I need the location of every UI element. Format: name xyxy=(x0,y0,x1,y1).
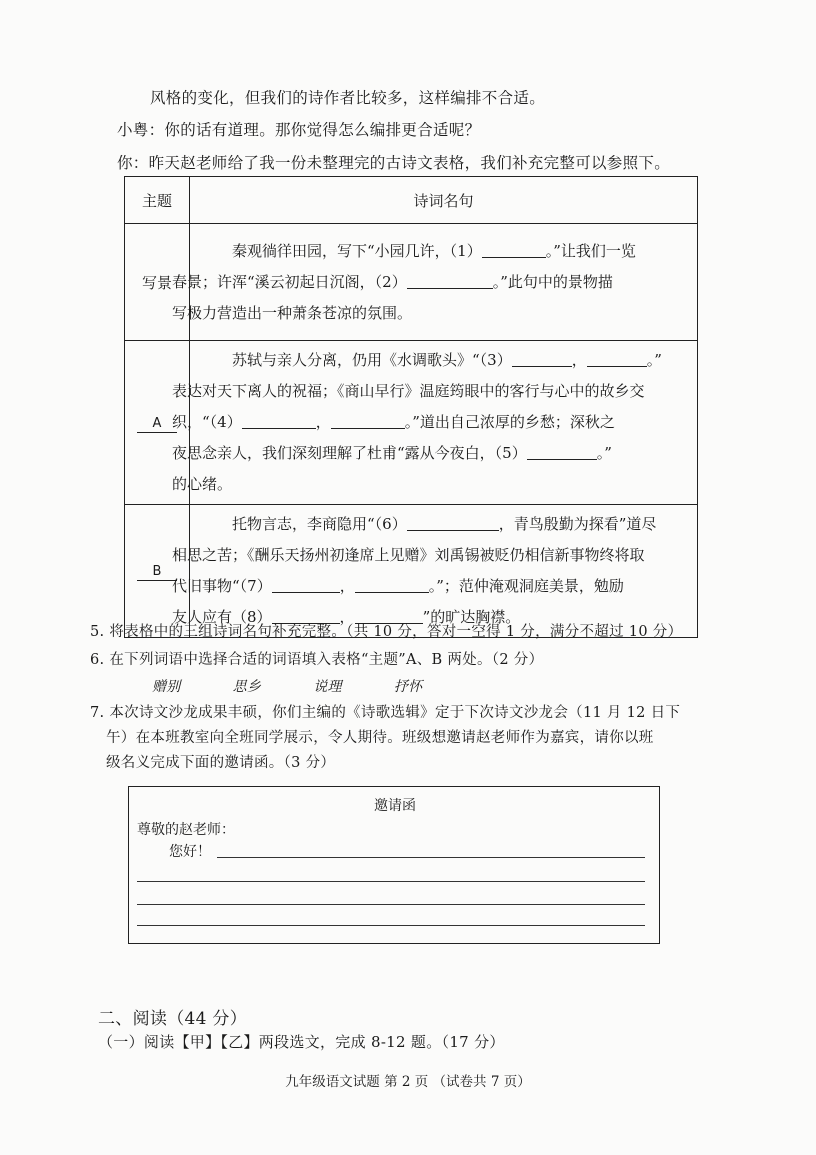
question-7-line-3: 级名义完成下面的邀请函。（3 分） xyxy=(106,755,336,771)
blank-7b[interactable] xyxy=(355,576,429,593)
table-row xyxy=(125,505,698,638)
invitation-greeting: 您好！ xyxy=(169,844,211,860)
word-option: 说理 xyxy=(313,679,342,695)
poem-cell-scenery: 秦观徜徉田园，写下“小园几许，（1） 。”让我们一览 春景；许浑“溪云初起日沉阁，（2） 。”此句中的景物描 写极力营造出一种萧条苍凉的氛围。 xyxy=(190,224,698,341)
word-option: 抒怀 xyxy=(393,679,423,695)
word-option: 思乡 xyxy=(232,679,262,695)
writing-line[interactable] xyxy=(137,925,645,926)
question-5: 5. 将表格中的三组诗词名句补充完整。（共 10 分，答对一空得 1 分，满分不超过 10 分） xyxy=(90,624,683,640)
writing-line[interactable] xyxy=(137,904,645,905)
intro-line-2: 小粤：你的话有道理。那你觉得怎么编排更合适呢？ xyxy=(117,121,481,139)
theme-cell-scenery: 写景 xyxy=(125,224,190,341)
invitation-salutation: 尊敬的赵老师： xyxy=(137,822,235,838)
blank-1[interactable] xyxy=(482,241,546,258)
word-option: 赠别 xyxy=(152,679,181,695)
blank-2[interactable] xyxy=(407,272,493,289)
blank-5[interactable] xyxy=(527,443,597,460)
header-poems: 诗词名句 xyxy=(190,177,698,224)
poem-cell-b: 托物言志，李商隐用“（6） ，青鸟殷勤为探看”道尽 相思之苦；《酬乐天扬州初逢席上见赠》刘禹锡被贬仍相信新事物终将取 代旧事物“（7） ， 。”；范仲淹观洞庭美景，勉励 友人应有（8） ， ”的旷达胸襟。 xyxy=(190,505,698,638)
poem-cell-a: 苏轼与亲人分离，仍用《水调歌头》“（3） ， 。” 表达对天下离人的祝福；《商山早行》温庭筠眼中的客行与心中的故乡交 织，“（4） ， 。”道出自己浓厚的乡愁；深秋之 夜思念亲人，我们深刻理解了杜甫“露从今夜白，（5） 。” 的心绪。 xyxy=(190,341,698,505)
blank-4b[interactable] xyxy=(331,412,405,429)
writing-line[interactable] xyxy=(217,857,645,858)
theme-blank-a[interactable]: A xyxy=(137,416,177,433)
intro-line-1: 风格的变化，但我们的诗作者比较多，这样编排不合适。 xyxy=(150,89,546,107)
section-2-subtitle: （一）阅读【甲】【乙】两段选文，完成 8-12 题。（17 分） xyxy=(98,1033,505,1051)
header-theme: 主题 xyxy=(125,177,190,224)
blank-3a[interactable] xyxy=(512,350,572,367)
page-footer: 九年级语文试题 第 2 页 （试卷共 7 页） xyxy=(285,1074,531,1090)
theme-blank-b[interactable]: B xyxy=(137,564,177,581)
blank-3b[interactable] xyxy=(587,350,647,367)
table-row xyxy=(125,224,698,341)
table-header-row xyxy=(125,177,698,224)
invitation-title: 邀请函 xyxy=(374,798,416,814)
blank-6[interactable] xyxy=(407,514,499,531)
question-6: 6. 在下列词语中选择合适的词语填入表格“主题”A、B 两处。（2 分） xyxy=(90,652,544,668)
poem-table xyxy=(124,176,698,638)
section-2-title: 二、阅读（44 分） xyxy=(98,1009,248,1029)
writing-line[interactable] xyxy=(137,881,645,882)
blank-4a[interactable] xyxy=(242,412,316,429)
table-row xyxy=(125,341,698,505)
question-7-line-2: 午）在本班教室向全班同学展示，令人期待。班级想邀请赵老师作为嘉宾，请你以班 xyxy=(106,730,654,746)
question-7-line-1: 7. 本次诗文沙龙成果丰硕，你们主编的《诗歌选辑》定于下次诗文沙龙会（11 月 12 日下 xyxy=(90,705,681,721)
blank-7a[interactable] xyxy=(272,576,340,593)
invitation-box xyxy=(128,786,660,944)
word-options xyxy=(152,676,474,696)
intro-line-3: 你：昨天赵老师给了我一份未整理完的古诗文表格，我们补充完整可以参照下。 xyxy=(117,154,671,172)
